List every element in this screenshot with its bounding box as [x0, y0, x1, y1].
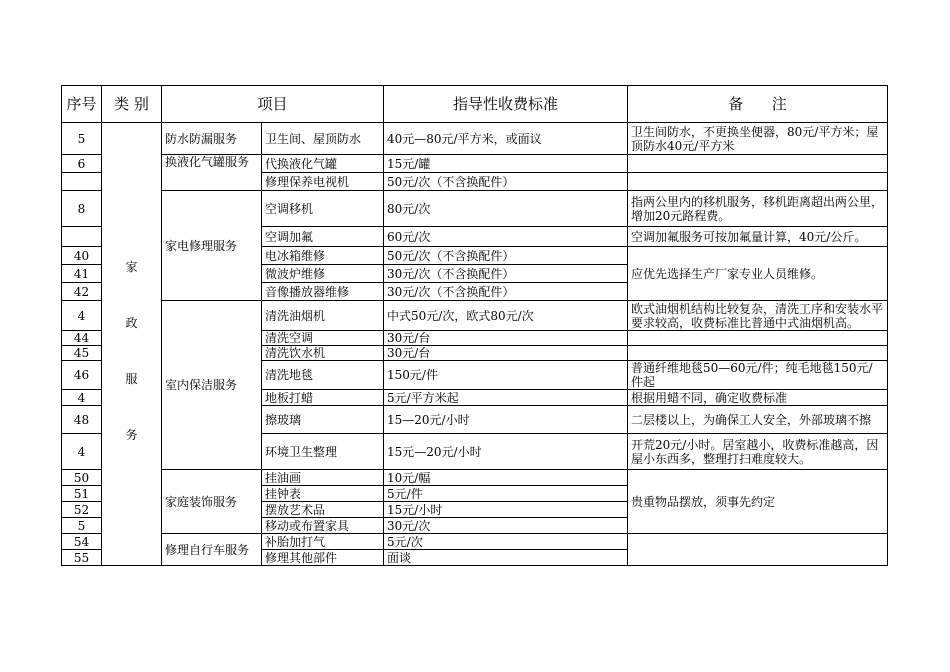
row-note — [628, 173, 888, 191]
row-note — [628, 534, 888, 566]
row-no: 4 — [62, 434, 102, 470]
row-no: 54 — [62, 534, 102, 550]
row-note — [628, 155, 888, 173]
row-item: 微波炉维修 — [262, 265, 384, 283]
row-no: 44 — [62, 331, 102, 346]
group-decor: 家庭装饰服务 — [162, 470, 262, 534]
table-row — [62, 191, 888, 227]
row-no: 42 — [62, 283, 102, 301]
row-no: 5 — [62, 123, 102, 155]
row-fee: 10元/幅 — [384, 470, 628, 486]
row-note: 二层楼以上，为确保工人安全，外部玻璃不擦 — [628, 406, 888, 434]
row-no: 4 — [62, 390, 102, 406]
row-item: 挂油画 — [262, 470, 384, 486]
row-fee: 60元/次 — [384, 227, 628, 247]
table-row — [62, 470, 888, 486]
row-fee: 30元/次 — [384, 518, 628, 534]
row-item: 清洗饮水机 — [262, 346, 384, 361]
row-no: 48 — [62, 406, 102, 434]
row-note: 指两公里内的移机服务，移机距离超出两公里，增加20元路程费。 — [628, 191, 888, 227]
row-item: 修理保养电视机 — [262, 173, 384, 191]
category-char: 政 — [125, 316, 138, 330]
table-row — [62, 123, 888, 155]
category-char: 服 — [125, 372, 138, 386]
row-no: 45 — [62, 346, 102, 361]
header-no: 序号 — [62, 86, 102, 123]
row-fee: 40元—80元/平方米，或面议 — [384, 123, 628, 155]
row-no — [62, 173, 102, 191]
group-appliance: 家电修理服务 — [162, 191, 262, 301]
row-item: 清洗地毯 — [262, 361, 384, 390]
row-item: 卫生间、屋顶防水 — [262, 123, 384, 155]
header-fee: 指导性收费标准 — [384, 86, 628, 123]
row-no: 52 — [62, 502, 102, 518]
row-fee: 15元—20元/小时 — [384, 434, 628, 470]
row-item: 空调加氟 — [262, 227, 384, 247]
row-fee: 中式50元/次，欧式80元/次 — [384, 301, 628, 331]
row-item: 清洗油烟机 — [262, 301, 384, 331]
row-no — [62, 227, 102, 247]
row-fee: 5元/平方米起 — [384, 390, 628, 406]
row-item: 代换液化气罐 — [262, 155, 384, 173]
row-fee: 30元/台 — [384, 346, 628, 361]
row-fee: 面谈 — [384, 550, 628, 566]
row-note: 空调加氟服务可按加氟量计算，40元/公斤。 — [628, 227, 888, 247]
group-gas: 换液化气罐服务 — [162, 155, 262, 191]
row-item: 摆放艺术品 — [262, 502, 384, 518]
row-fee: 30元/次（不含换配件） — [384, 265, 628, 283]
row-note — [628, 331, 888, 346]
category-cell — [102, 123, 162, 566]
header-category: 类 别 — [102, 86, 162, 123]
row-note: 开荒20元/小时。居室越小，收费标准越高，因屋小东西多，整理打扫难度较大。 — [628, 434, 888, 470]
fee-standard-table — [61, 85, 888, 566]
row-note: 应优先选择生产厂家专业人员维修。 — [628, 247, 888, 301]
group-cleaning: 室内保洁服务 — [162, 301, 262, 470]
header-item: 项目 — [162, 86, 384, 123]
row-no: 41 — [62, 265, 102, 283]
row-item: 电冰箱维修 — [262, 247, 384, 265]
row-item: 移动或布置家具 — [262, 518, 384, 534]
row-fee: 5元/次 — [384, 534, 628, 550]
row-fee: 15元/小时 — [384, 502, 628, 518]
row-no: 6 — [62, 155, 102, 173]
row-item: 擦玻璃 — [262, 406, 384, 434]
table-row — [62, 534, 888, 550]
row-fee: 15—20元/小时 — [384, 406, 628, 434]
row-no: 40 — [62, 247, 102, 265]
row-item: 补胎加打气 — [262, 534, 384, 550]
table-row — [62, 155, 888, 173]
header-note: 备 注 — [628, 86, 888, 123]
group-bike: 修理自行车服务 — [162, 534, 262, 566]
table-header-row — [62, 86, 888, 123]
row-item: 挂钟表 — [262, 486, 384, 502]
row-no: 51 — [62, 486, 102, 502]
row-fee: 150元/件 — [384, 361, 628, 390]
row-fee: 30元/台 — [384, 331, 628, 346]
category-char: 家 — [125, 260, 138, 274]
row-item: 环境卫生整理 — [262, 434, 384, 470]
row-note — [628, 346, 888, 361]
row-fee: 50元/次（不含换配件） — [384, 173, 628, 191]
row-fee: 15元/罐 — [384, 155, 628, 173]
row-fee: 5元/件 — [384, 486, 628, 502]
row-no: 50 — [62, 470, 102, 486]
row-item: 修理其他部件 — [262, 550, 384, 566]
group-waterproof: 防水防漏服务 — [162, 123, 262, 155]
row-fee: 50元/次（不含换配件） — [384, 247, 628, 265]
row-no: 46 — [62, 361, 102, 390]
row-no: 55 — [62, 550, 102, 566]
category-char: 务 — [125, 428, 138, 442]
row-note: 根据用蜡不同，确定收费标准 — [628, 390, 888, 406]
row-item: 地板打蜡 — [262, 390, 384, 406]
row-note: 贵重物品摆放，须事先约定 — [628, 470, 888, 534]
row-fee: 30元/次（不含换配件） — [384, 283, 628, 301]
row-item: 清洗空调 — [262, 331, 384, 346]
row-note: 欧式油烟机结构比较复杂，清洗工序和安装水平要求较高，收费标准比普通中式油烟机高。 — [628, 301, 888, 331]
row-fee: 80元/次 — [384, 191, 628, 227]
row-note: 卫生间防水，不更换坐便器，80元/平方米；屋顶防水40元/平方米 — [628, 123, 888, 155]
row-item: 空调移机 — [262, 191, 384, 227]
row-note: 普通纤维地毯50—60元/件；纯毛地毯150元/件起 — [628, 361, 888, 390]
table-row — [62, 301, 888, 331]
row-no: 8 — [62, 191, 102, 227]
row-no: 4 — [62, 301, 102, 331]
row-item: 音像播放器维修 — [262, 283, 384, 301]
row-no: 5 — [62, 518, 102, 534]
